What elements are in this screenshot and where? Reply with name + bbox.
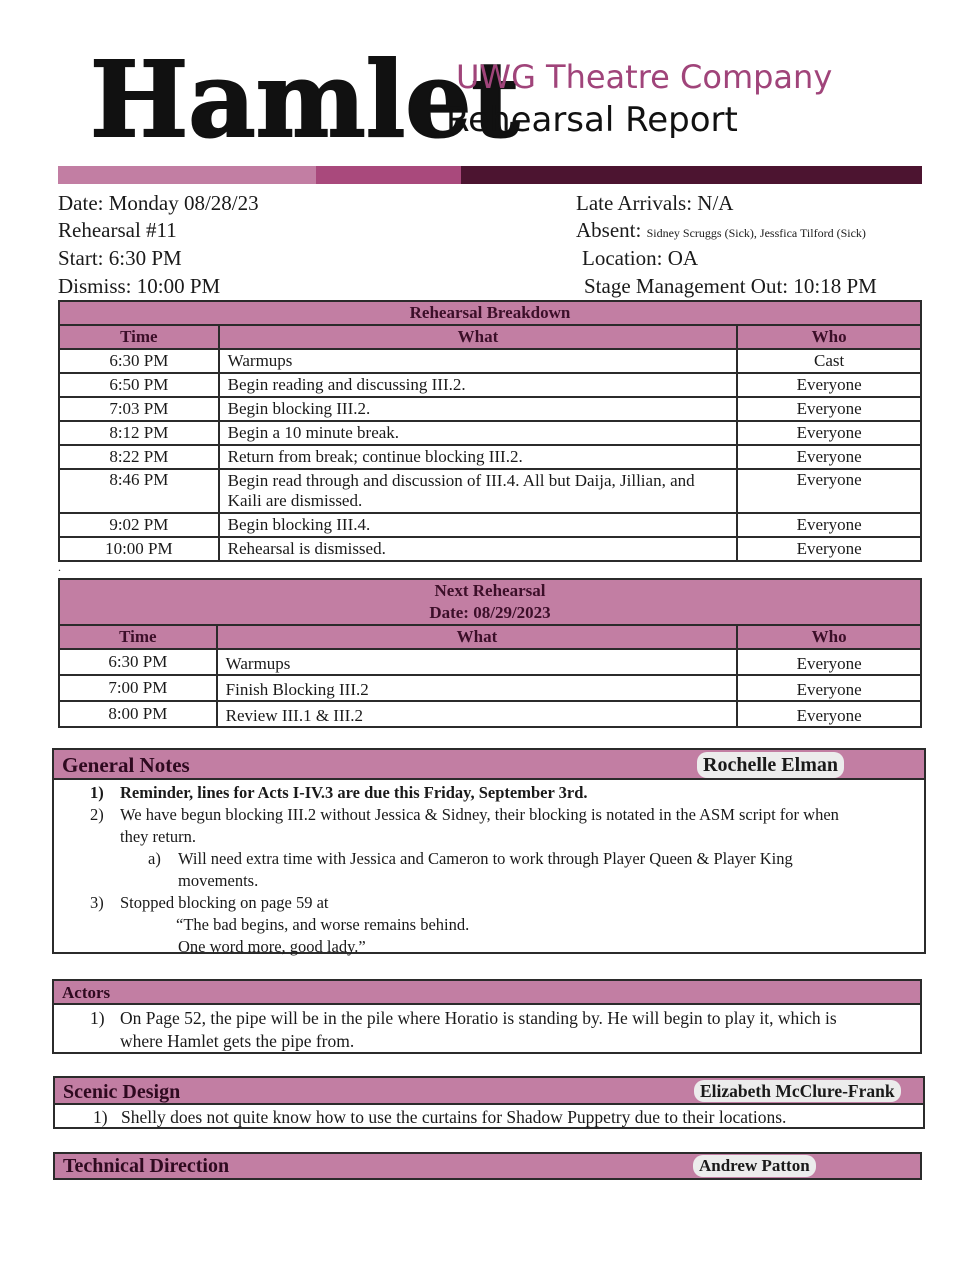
general-note-3-num: 3)	[90, 893, 104, 912]
table-row	[59, 469, 921, 513]
next-rehearsal-date: Date: 08/29/2023	[429, 603, 551, 622]
scenic-design-section	[53, 1076, 925, 1129]
scenic-note-1: Shelly does not quite know how to use the curtains for Shadow Puppetry due to their locations.	[121, 1107, 787, 1127]
next-rehearsal-title: Next Rehearsal	[434, 581, 546, 600]
cell-who: Everyone	[737, 421, 921, 445]
cell-what: Return from break; continue blocking III.2.	[219, 445, 738, 469]
cell-who: Everyone	[737, 373, 921, 397]
cell-time: 7:03 PM	[59, 397, 219, 421]
cell-who: Everyone	[737, 445, 921, 469]
table-row	[59, 513, 921, 537]
general-note-2-line2: they return.	[120, 827, 197, 846]
cell-who: Everyone	[737, 537, 921, 561]
table-row	[59, 675, 921, 701]
actors-note-1-line1: On Page 52, the pipe will be in the pile where Horatio is standing by. He will begin to play it, which is	[120, 1008, 837, 1028]
scenic-design-owner: Elizabeth McClure-Frank	[694, 1080, 901, 1102]
cell-what: Rehearsal is dismissed.	[219, 537, 738, 561]
late-arrivals: Late Arrivals: N/A	[576, 191, 734, 215]
table-row	[59, 537, 921, 561]
general-note-quote-2: One word more, good lady.”	[178, 937, 366, 956]
col-who: Who	[737, 325, 921, 349]
technical-direction-owner: Andrew Patton	[693, 1155, 816, 1177]
general-note-2a-line2: movements.	[178, 871, 259, 890]
breakdown-title: Rehearsal Breakdown	[59, 301, 921, 325]
hamlet-logo	[88, 38, 520, 161]
table-row	[59, 397, 921, 421]
header-bar-mid	[316, 166, 461, 184]
cell-time: 8:46 PM	[59, 469, 219, 513]
general-note-3: Stopped blocking on page 59 at	[120, 893, 329, 912]
table-row	[59, 445, 921, 469]
col-who: Who	[737, 625, 921, 649]
general-notes-owner: Rochelle Elman	[697, 752, 844, 778]
next-rehearsal-table	[58, 578, 922, 728]
table-row	[59, 349, 921, 373]
cell-time: 9:02 PM	[59, 513, 219, 537]
scenic-note-1-num: 1)	[93, 1107, 108, 1127]
scenic-design-header	[55, 1078, 923, 1105]
general-note-2-line1: We have begun blocking III.2 without Jessica & Sidney, their blocking is notated in the ASM script for when	[120, 805, 839, 824]
header-bar-light	[58, 166, 316, 184]
cell-what: Finish Blocking III.2	[217, 675, 738, 701]
actors-header	[54, 981, 920, 1005]
actors-title: Actors	[62, 983, 111, 1002]
general-notes-header	[54, 750, 924, 780]
technical-direction-header	[55, 1154, 920, 1178]
general-notes-section	[52, 748, 926, 954]
actors-note-1-num: 1)	[90, 1008, 105, 1028]
separator-dot: .	[58, 560, 61, 574]
cell-what: Warmups	[217, 649, 738, 675]
general-note-quote-1: “The bad begins, and worse remains behind.	[176, 915, 470, 934]
cell-time: 6:30 PM	[59, 349, 219, 373]
cell-time: 6:30 PM	[59, 649, 217, 675]
table-row	[59, 649, 921, 675]
start-time: Start: 6:30 PM	[58, 246, 182, 270]
cell-who: Everyone	[737, 701, 921, 727]
absent	[576, 218, 866, 243]
dismiss-time: Dismiss: 10:00 PM	[58, 274, 221, 298]
general-note-1-num: 1)	[90, 783, 104, 802]
report-title: Rehearsal Report	[446, 100, 738, 140]
rehearsal-breakdown-table	[58, 300, 922, 562]
cell-what: Warmups	[219, 349, 738, 373]
cell-what: Begin blocking III.4.	[219, 513, 738, 537]
table-row	[59, 373, 921, 397]
general-note-2-num: 2)	[90, 805, 104, 824]
cell-time: 10:00 PM	[59, 537, 219, 561]
absent-label: Absent:	[576, 218, 642, 242]
absent-names: Sidney Scruggs (Sick), Jessfica Tilford (Sick)	[646, 226, 866, 240]
col-time: Time	[59, 625, 217, 649]
cell-what: Begin read through and discussion of III.4. All but Daija, Jillian, and Kaili are dismissed.	[219, 469, 738, 513]
cell-who: Everyone	[737, 649, 921, 675]
general-note-1: Reminder, lines for Acts I-IV.3 are due this Friday, September 3rd.	[120, 783, 588, 802]
col-what: What	[219, 325, 738, 349]
actors-note-1-line2: where Hamlet gets the pipe from.	[120, 1031, 355, 1051]
cell-who: Cast	[737, 349, 921, 373]
cell-who: Everyone	[737, 469, 921, 513]
general-note-2a-num: a)	[148, 849, 161, 868]
cell-what: Review III.1 & III.2	[217, 701, 738, 727]
cell-time: 6:50 PM	[59, 373, 219, 397]
cell-time: 8:22 PM	[59, 445, 219, 469]
cell-time: 7:00 PM	[59, 675, 217, 701]
technical-direction-section	[53, 1152, 922, 1180]
cell-who: Everyone	[737, 675, 921, 701]
sm-out: Stage Management Out: 10:18 PM	[584, 274, 877, 298]
report-date: Date: Monday 08/28/23	[58, 191, 259, 215]
cell-what: Begin reading and discussing III.2.	[219, 373, 738, 397]
cell-what: Begin a 10 minute break.	[219, 421, 738, 445]
next-rehearsal-header	[59, 579, 921, 625]
table-row	[59, 421, 921, 445]
cell-who: Everyone	[737, 513, 921, 537]
col-time: Time	[59, 325, 219, 349]
table-row	[59, 701, 921, 727]
hamlet-logo-text: Hamlet	[90, 38, 520, 161]
cell-time: 8:12 PM	[59, 421, 219, 445]
scenic-design-title: Scenic Design	[63, 1081, 181, 1103]
cell-time: 8:00 PM	[59, 701, 217, 727]
actors-section	[52, 979, 922, 1054]
col-what: What	[217, 625, 738, 649]
general-note-2a-line1: Will need extra time with Jessica and Cameron to work through Player Queen & Player King	[178, 849, 793, 868]
cell-who: Everyone	[737, 397, 921, 421]
header-bar-dark	[461, 166, 922, 184]
general-notes-title: General Notes	[62, 753, 190, 777]
cell-what: Begin blocking III.2.	[219, 397, 738, 421]
company-name: UWG Theatre Company	[456, 58, 833, 96]
location: Location: OA	[582, 246, 699, 270]
rehearsal-number: Rehearsal #11	[58, 218, 177, 242]
technical-direction-title: Technical Direction	[63, 1155, 230, 1177]
